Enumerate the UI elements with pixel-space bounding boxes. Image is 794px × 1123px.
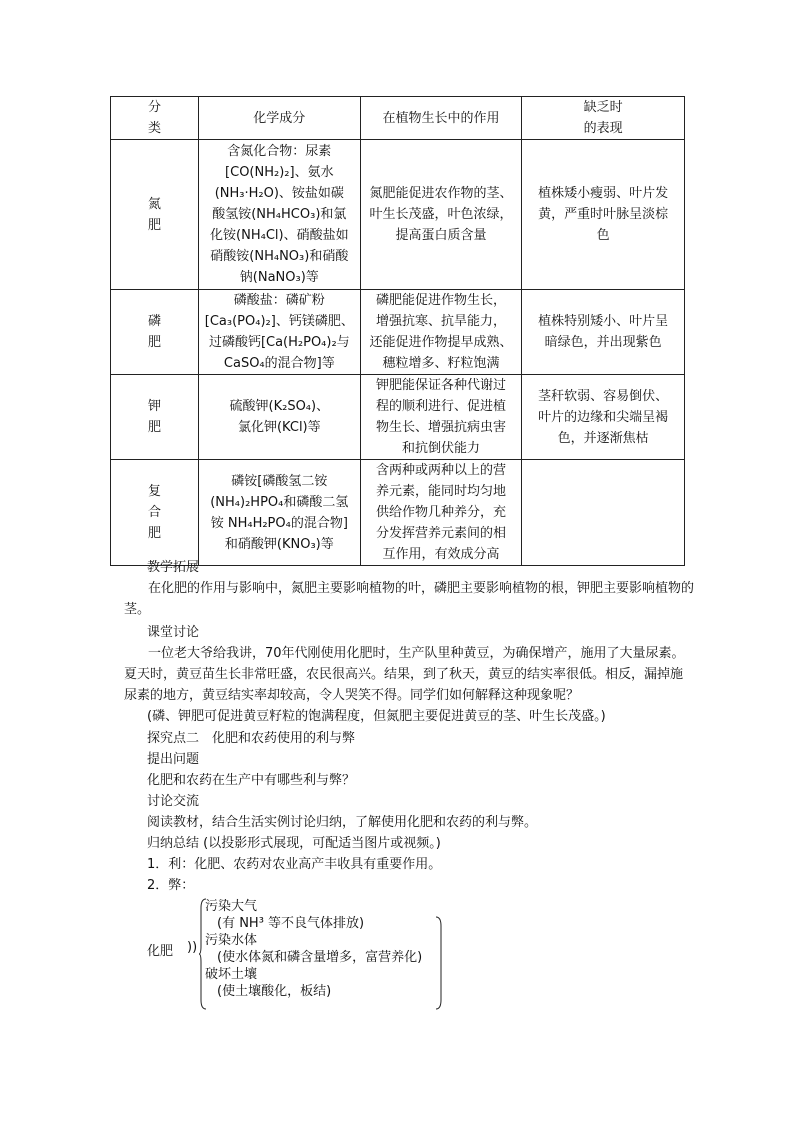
row-deficiency: 茎秆软弱、容易倒伏、 叶片的边缘和尖端呈褐 色，并逐渐焦枯 (522, 375, 685, 460)
diagram-item: (有 NH³ 等不良气体排放) (217, 916, 365, 931)
row-composition: 硫酸钾(K₂SO₄)、 氯化钾(KCl)等 (198, 375, 360, 460)
diagram-item: 污染水体 (205, 933, 258, 948)
header-category: 分 类 (111, 97, 199, 140)
discussion-text: 阅读教材，结合生活实例讨论归纳，了解使用化肥和农药的利与弊。 (147, 815, 538, 830)
row-composition: 含氮化合物：尿素 [CO(NH₂)₂]、氨水 (NH₃·H₂O)、铵盐如碳 酸氢铵(NH₄HCO₃)和氯 化铵(NH₄Cl)、硝酸盐如 硝酸铵(NH₄NO₃)和硝酸 钠(NaNO₃)等 (198, 140, 360, 290)
fertilizer-harm-diagram (147, 898, 467, 1013)
diagram-item: 破坏土壤 (205, 967, 258, 982)
raise-question-title: 提出问题 (147, 752, 200, 767)
diagram-paren: )) (187, 940, 198, 955)
row-deficiency: 植株特别矮小、叶片呈 暗绿色，并出现紫色 (522, 290, 685, 375)
diagram-root: 化肥 (147, 944, 174, 959)
summary-title: 归纳总结 (以投影形式展现，可配适当图片或视频。) (147, 836, 441, 851)
class-discussion-text: 一位老大爷给我讲，70年代刚使用化肥时，生产队里种黄豆，为确保增产，施用了大量尿素。夏天时，黄豆苗生长非常旺盛，农民很高兴。结果，到了秋天，黄豆的结实率很低。相反，漏掉施尿素的地方，黄豆结实率却较高，令人哭笑不得。同学们如何解释这种现象呢？ (124, 646, 685, 703)
point-benefit: 1．利：化肥、农药对农业高产丰收具有重要作用。 (147, 857, 442, 872)
class-discussion-title: 课堂讨论 (147, 625, 200, 640)
diagram-item: (使土壤酸化，板结) (217, 984, 332, 999)
table-header-row (111, 97, 685, 140)
diagram-item: 污染大气 (205, 899, 258, 914)
header-deficiency: 缺乏时 的表现 (522, 97, 685, 140)
row-composition: 磷酸盐：磷矿粉 [Ca₃(PO₄)₂]、钙镁磷肥、 过磷酸钙[Ca(H₂PO₄)₂与 CaSO₄的混合物]等 (198, 290, 360, 375)
row-role: 钾肥能保证各种代谢过 程的顺利进行、促进植 物生长、增强抗病虫害 和抗倒伏能力 (360, 375, 522, 460)
row-deficiency (522, 460, 685, 566)
row-category: 磷肥 (111, 290, 199, 375)
row-category: 钾肥 (111, 375, 199, 460)
table-row (111, 290, 685, 375)
row-role: 磷肥能促进作物生长， 增强抗寒、抗旱能力， 还能促进作物提早成熟、 穗粒增多、籽粒饱满 (360, 290, 522, 375)
diagram-item: (使水体氮和磷含量增多，富营养化) (217, 950, 423, 965)
row-composition: 磷铵[磷酸氢二铵 (NH₄)₂HPO₄和磷酸二氢 铵 NH₄H₂PO₄的混合物] 和硝酸钾(KNO₃)等 (198, 460, 360, 566)
teaching-extension-title: 教学拓展 (147, 560, 200, 575)
table-row (111, 460, 685, 566)
fertilizer-table (110, 96, 685, 566)
row-role: 含两种或两种以上的营 养元素，能同时均匀地 供给作物几种养分，充 分发挥营养元素间的相 互作用，有效成分高 (360, 460, 522, 566)
explore-point-title: 探究点二 化肥和农药使用的利与弊 (147, 731, 356, 746)
point-harm: 2．弊： (147, 878, 195, 893)
raise-question-text: 化肥和农药在生产中有哪些利与弊？ (147, 773, 356, 788)
row-deficiency: 植株矮小瘦弱、叶片发 黄，严重时叶脉呈淡棕 色 (522, 140, 685, 290)
discussion-title: 讨论交流 (147, 794, 200, 809)
row-role: 氮肥能促进农作物的茎、 叶生长茂盛，叶色浓绿， 提高蛋白质含量 (360, 140, 522, 290)
row-category: 复合肥 (111, 460, 199, 566)
teaching-extension-text: 在化肥的作用与影响中，氮肥主要影响植物的叶，磷肥主要影响植物的根，钾肥主要影响植物的茎。 (124, 581, 695, 617)
table-row (111, 375, 685, 460)
table-row (111, 140, 685, 290)
header-role: 在植物生长中的作用 (360, 97, 522, 140)
right-brace (435, 916, 443, 1010)
header-composition: 化学成分 (198, 97, 360, 140)
row-category: 氮肥 (111, 140, 199, 290)
class-discussion-answer: (磷、钾肥可促进黄豆籽粒的饱满程度，但氮肥主要促进黄豆的茎、叶生长茂盛。) (147, 709, 606, 724)
